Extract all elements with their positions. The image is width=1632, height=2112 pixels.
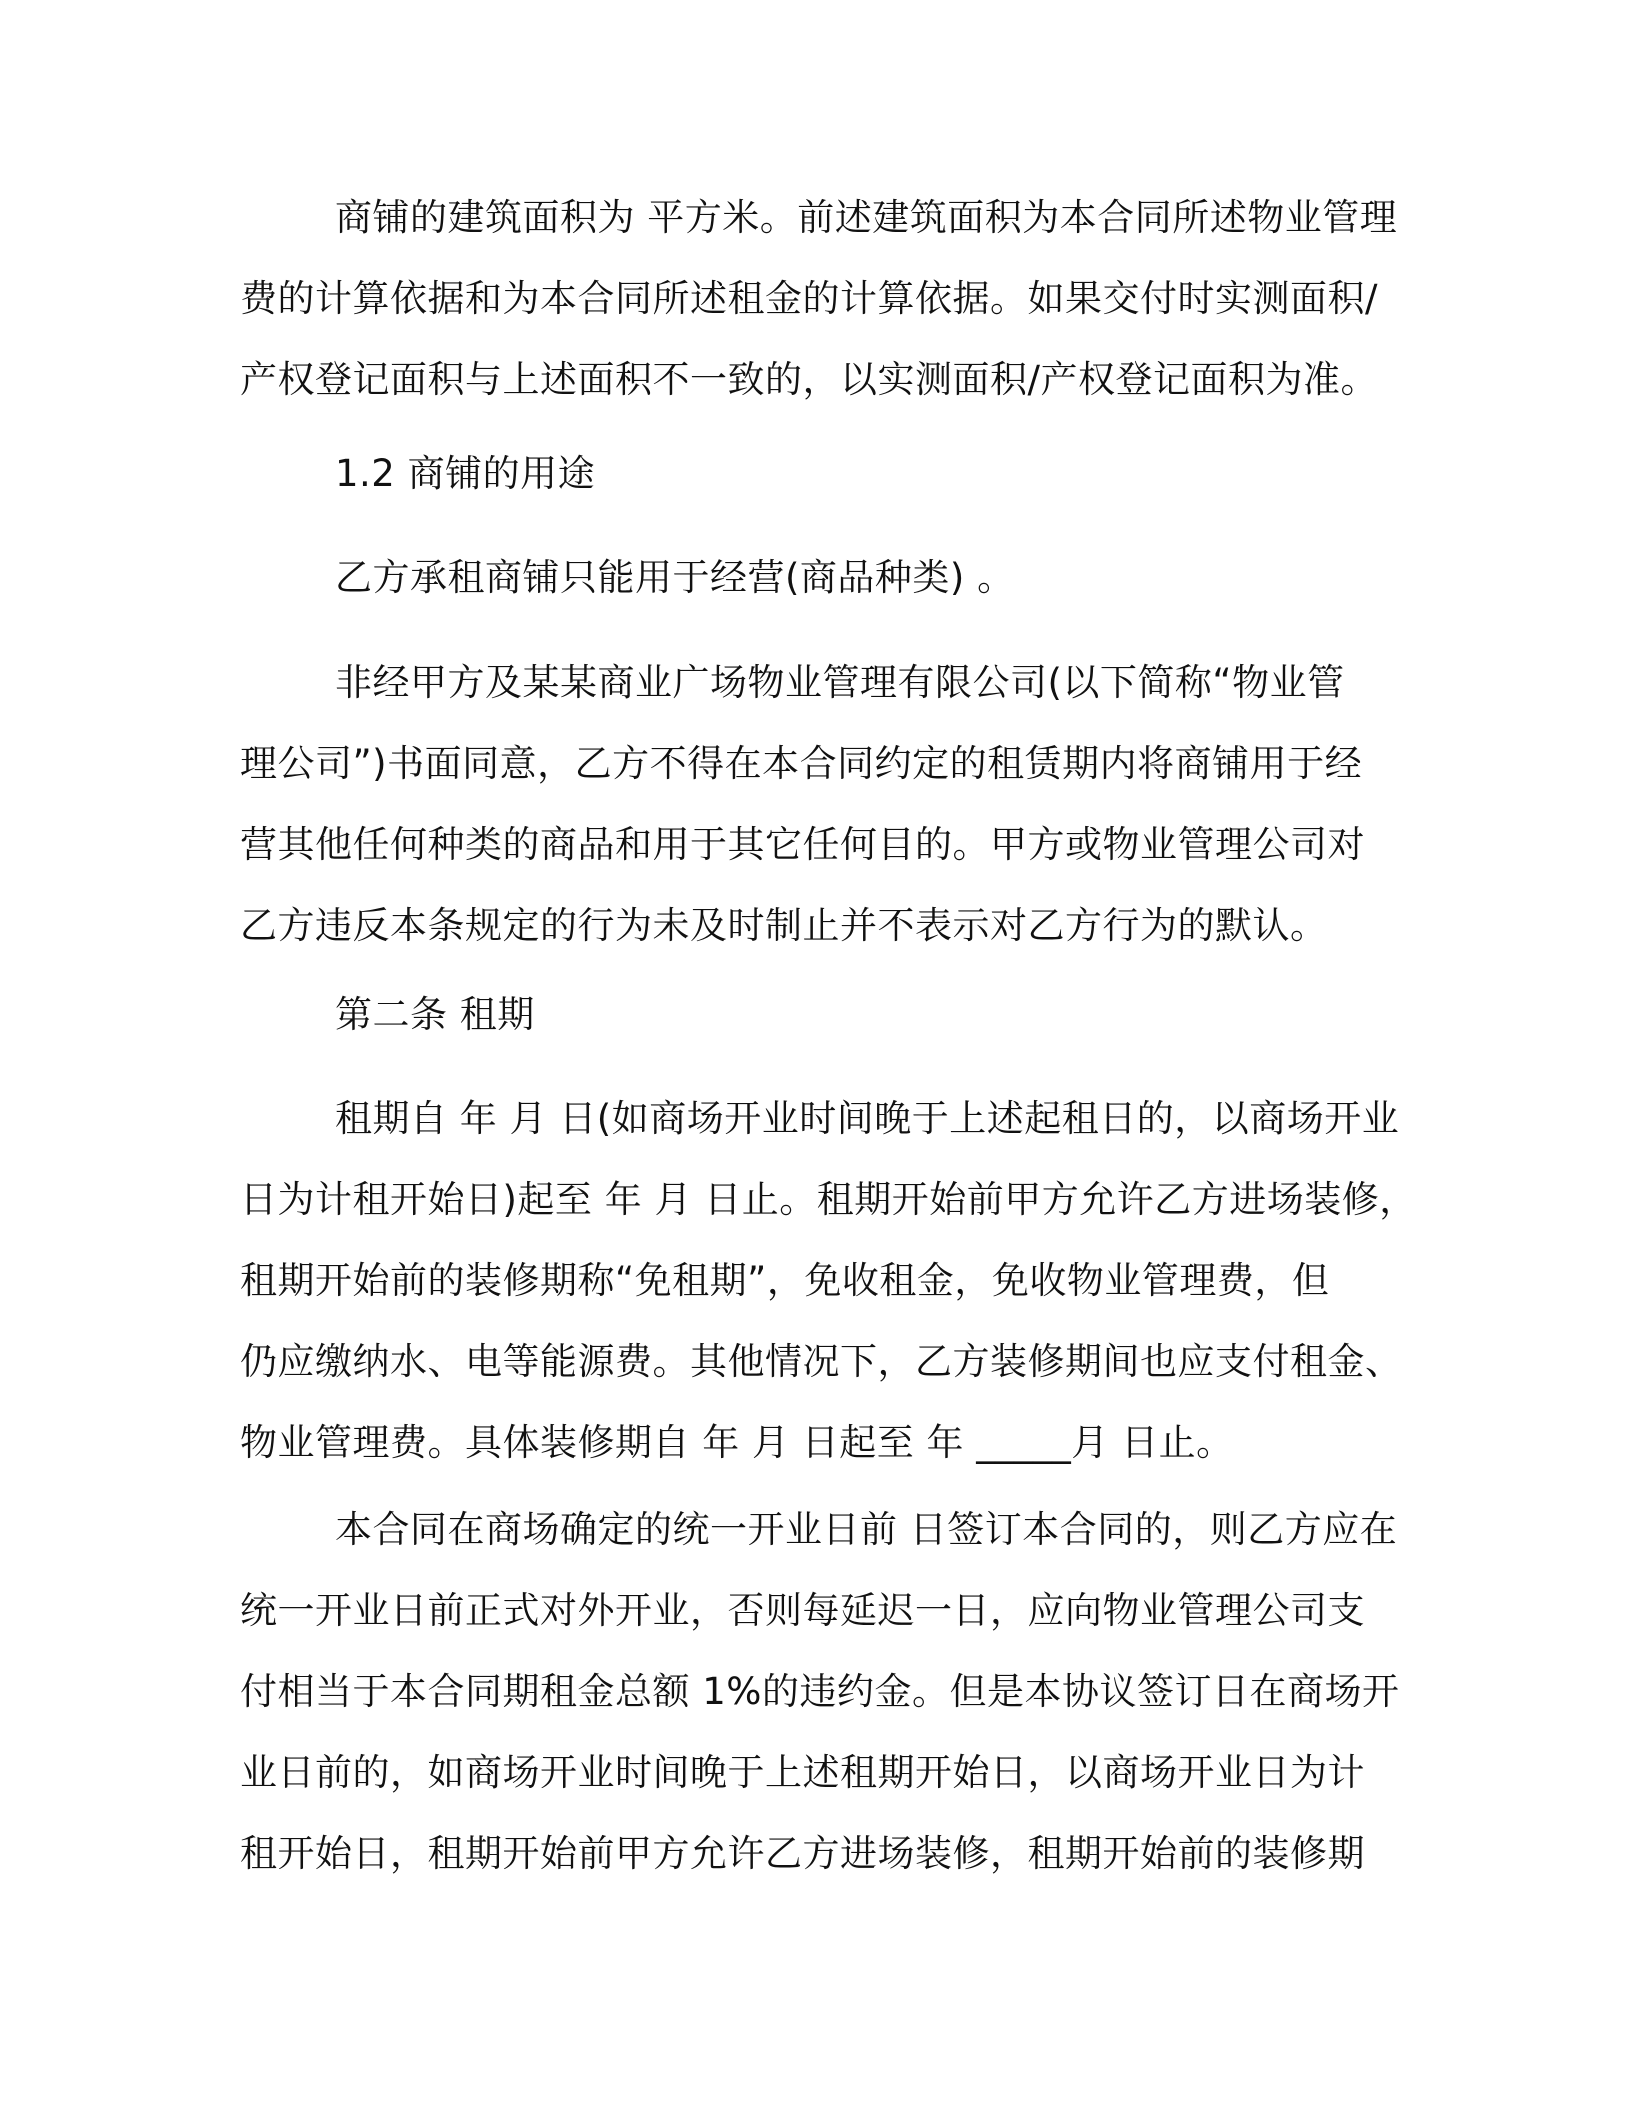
paragraph-line: 仍应缴纳水、电等能源费。其他情况下，乙方装修期间也应支付租金、 xyxy=(240,1340,1403,1383)
paragraph-line: 业日前的，如商场开业时间晚于上述租期开始日，以商场开业日为计 xyxy=(240,1751,1365,1794)
paragraph-line: 租期开始前的装修期称“免租期”，免收租金，免收物业管理费，但 xyxy=(240,1259,1330,1302)
section-heading: 1.2 商铺的用途 xyxy=(335,452,596,495)
paragraph-line: 物业管理费。具体装修期自 年 月 日起至 年 _____月 日止。 xyxy=(240,1421,1234,1464)
paragraph-line: 商铺的建筑面积为 平方米。前述建筑面积为本合同所述物业管理 xyxy=(335,196,1398,239)
paragraph-line: 本合同在商场确定的统一开业日前 日签订本合同的，则乙方应在 xyxy=(335,1508,1398,1551)
paragraph-line: 非经甲方及某某商业广场物业管理有限公司(以下简称“物业管 xyxy=(335,661,1345,704)
paragraph-line: 付相当于本合同期租金总额 1%的违约金。但是本协议签订日在商场开 xyxy=(240,1670,1400,1713)
paragraph-line: 费的计算依据和为本合同所述租金的计算依据。如果交付时实测面积/ xyxy=(240,277,1378,320)
paragraph-line: 乙方承租商铺只能用于经营(商品种类) 。 xyxy=(335,556,1015,599)
paragraph-line: 租期自 年 月 日(如商场开业时间晚于上述起租日的，以商场开业 xyxy=(335,1097,1400,1140)
article-heading: 第二条 租期 xyxy=(335,993,535,1036)
paragraph-line: 租开始日，租期开始前甲方允许乙方进场装修，租期开始前的装修期 xyxy=(240,1832,1365,1875)
paragraph-line: 统一开业日前正式对外开业，否则每延迟一日，应向物业管理公司支 xyxy=(240,1589,1365,1632)
paragraph-line: 乙方违反本条规定的行为未及时制止并不表示对乙方行为的默认。 xyxy=(240,904,1328,947)
paragraph-line: 日为计租开始日)起至 年 月 日止。租期开始前甲方允许乙方进场装修， xyxy=(240,1178,1417,1221)
paragraph-line: 营其他任何种类的商品和用于其它任何目的。甲方或物业管理公司对 xyxy=(240,823,1365,866)
paragraph-line: 理公司”)书面同意，乙方不得在本合同约定的租赁期内将商铺用于经 xyxy=(240,742,1363,785)
paragraph-line: 产权登记面积与上述面积不一致的，以实测面积/产权登记面积为准。 xyxy=(240,358,1378,401)
